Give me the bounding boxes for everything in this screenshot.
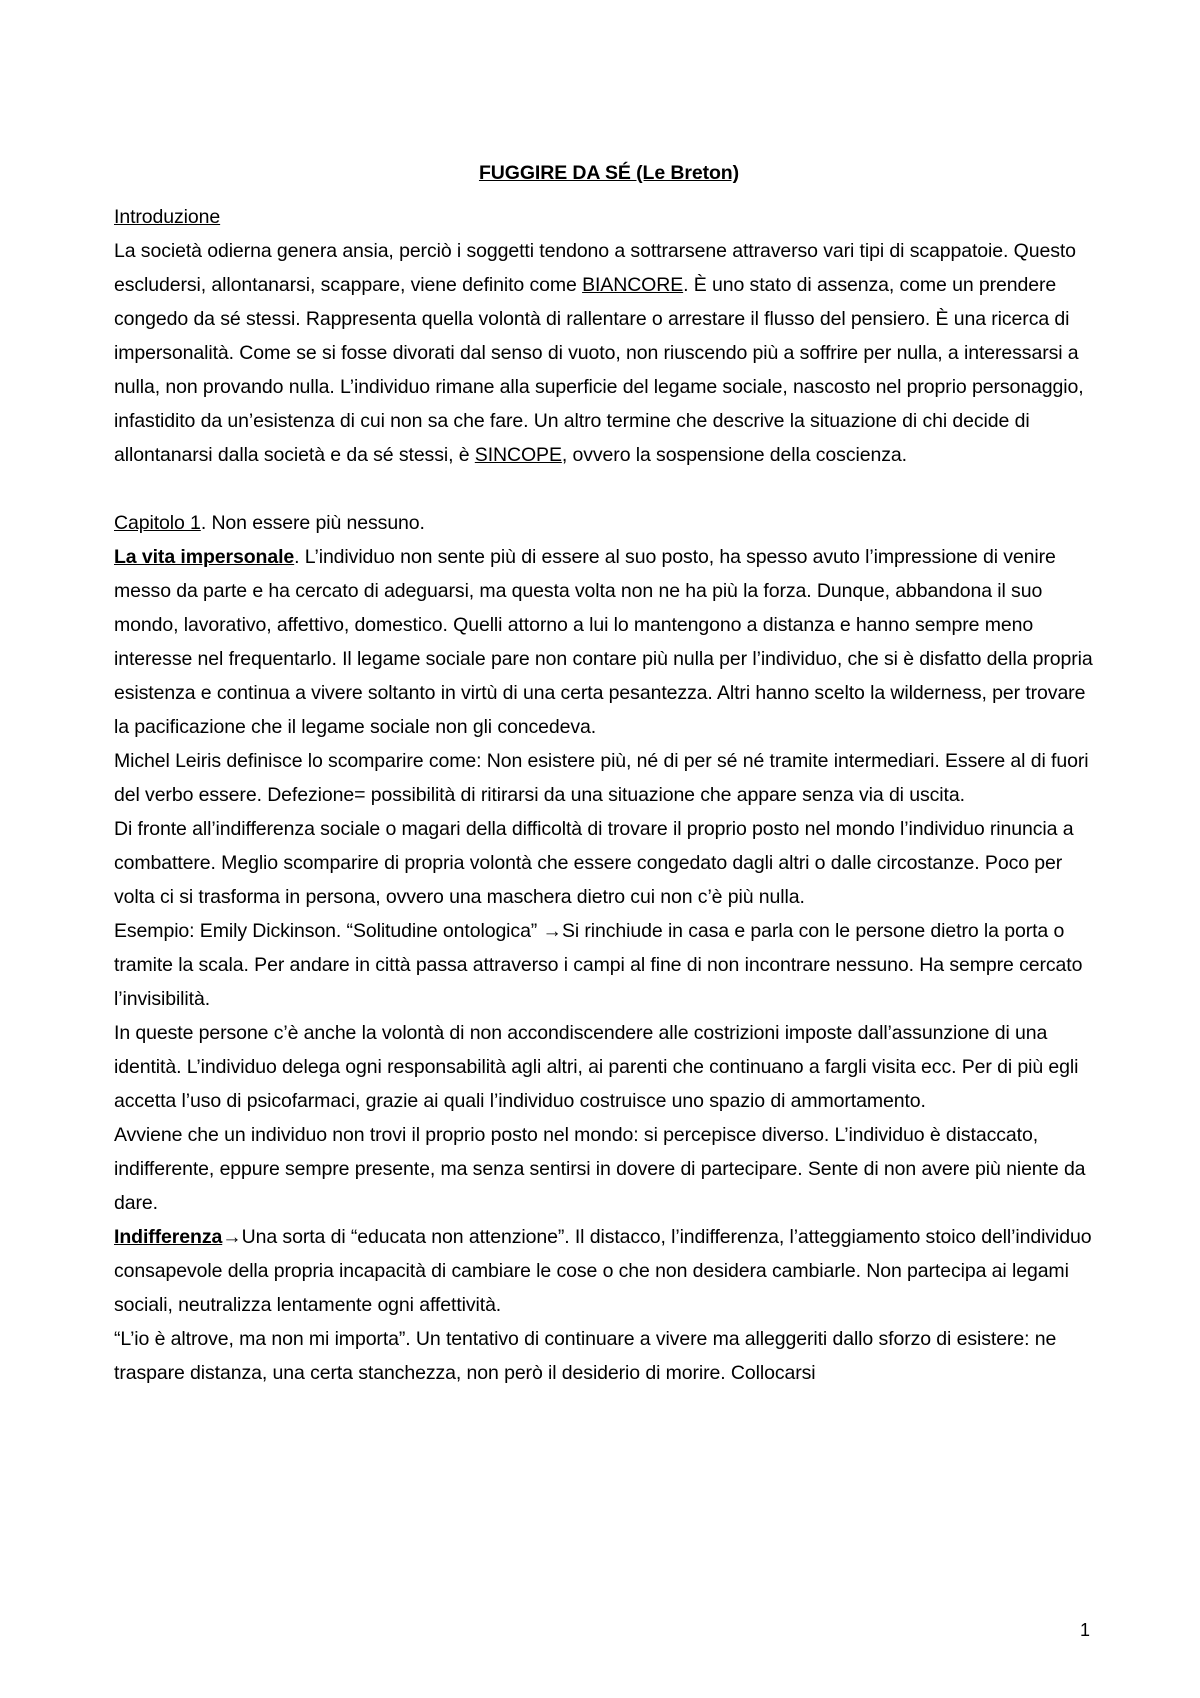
paragraph-costrizioni: In queste persone c’è anche la volontà di non accondiscendere alle costrizioni imposte dall’assunzione di una identità. L’individuo delega ogni responsabilità agli altri, ai parenti che continuano a fargli visita ecc. Per di più egli accetta l’uso di psicofarmaci, grazie ai quali l’individuo costruisce uno spazio di ammortamento. <box>114 1022 1079 1112</box>
intro-text-3: , ovvero la sospensione della coscienza. <box>561 444 907 466</box>
term-sincope: SINCOPE <box>474 444 562 466</box>
dickinson-text-1: Esempio: Emily Dickinson. “Solitudine ontologica” <box>114 920 543 942</box>
intro-heading-text: Introduzione <box>114 206 221 228</box>
dickinson-text-2: Si rinchiude in casa e parla con le persone dietro la porta o tramite la scala. Per andare in città passa attraverso i campi al fine di non incontrare nessuno. Ha sempre cercato l’invisibilità. <box>114 920 1083 1010</box>
term-biancore: BIANCORE <box>582 274 684 296</box>
section-paragraph <box>114 540 1104 744</box>
chapter-heading <box>114 506 1104 540</box>
paragraph-gap <box>114 472 1104 506</box>
section-label: La vita impersonale <box>114 546 295 568</box>
chapter-label: Capitolo 1 <box>114 512 201 534</box>
document-body <box>114 156 1104 1390</box>
arrow-right-icon: → <box>542 920 562 942</box>
indifferenza-label: Indifferenza <box>114 1226 223 1248</box>
arrow-right-icon: → <box>222 1226 242 1248</box>
paragraph-indifferenza-sociale: Di fronte all’indifferenza sociale o magari della difficoltà di trovare il proprio posto nel mondo l’individuo rinuncia a combattere. Meglio scomparire di propria volontà che essere congedato dagli altri o dalle circostanze. Poco per volta ci si trasforma in persona, ovvero una maschera dietro cui non c’è più nulla. <box>114 818 1074 908</box>
paragraph-posto: Avviene che un individuo non trovi il proprio posto nel mondo: si percepisce diverso. L’individuo è distaccato, indifferente, eppure sempre presente, ma senza sentirsi in dovere di partecipare. Sente di non avere più niente da dare. <box>114 1124 1086 1214</box>
paragraph-indifferenza <box>114 1220 1104 1322</box>
intro-text-1: La società odierna genera ansia, perciò i soggetti tendono a sottrarsene attraverso vari tipi di scappatoie. Questo escludersi, allontanarsi, scappare, viene definito come <box>114 240 1076 296</box>
section-text: . L’individuo non sente più di essere al suo posto, ha spesso avuto l’impressione di venire messo da parte e ha cercato di adeguarsi, ma questa volta non ne ha più la forza. Dunque, abbandona il suo mondo, lavorativo, affettivo, domestico. Quelli attorno a lui lo mantengono a distanza e hanno sempre meno interesse nel frequentarlo. Il legame sociale pare non contare più nulla per l’individuo, che si è disfatto della propria esistenza e continua a vivere soltanto in virtù di una certa pesantezza. Altri hanno scelto la wilderness, per trovare la pacificazione che il legame sociale non gli concedeva. <box>114 546 1093 738</box>
indifferenza-text: Una sorta di “educata non attenzione”. Il distacco, l’indifferenza, l’atteggiamento stoico dell’individuo consapevole della propria incapacità di cambiare le cose o che non desidera cambiarle. Non partecipa ai legami sociali, neutralizza lentamente ogni affettività. <box>114 1226 1092 1316</box>
paragraph-dickinson <box>114 914 1104 1016</box>
intro-text-2: . È uno stato di assenza, come un prendere congedo da sé stessi. Rappresenta quella volontà di rallentare o arrestare il flusso del pensiero. È una ricerca di impersonalità. Come se si fosse divorati dal senso di vuoto, non riuscendo più a soffrire per nulla, a interessarsi a nulla, non provando nulla. L’individuo rimane alla superficie del legame sociale, nascosto nel proprio personaggio, infastidito da un’esistenza di cui non sa che fare. Un altro termine che descrive la situazione di chi decide di allontanarsi dalla società e da sé stessi, è <box>114 274 1084 466</box>
document-title: FUGGIRE DA SÉ (Le Breton) <box>478 162 740 184</box>
intro-heading <box>114 200 1104 234</box>
paragraph-leiris: Michel Leiris definisce lo scomparire come: Non esistere più, né di per sé né tramite intermediari. Essere al di fuori del verbo essere. Defezione= possibilità di ritirarsi da una situazione che appare senza via di uscita. <box>114 750 1089 806</box>
paragraph-altrove: “L’io è altrove, ma non mi importa”. Un tentativo di continuare a vivere ma alleggeriti dallo sforzo di esistere: ne traspare distanza, una certa stanchezza, non però il desiderio di morire. Collocarsi <box>114 1328 1057 1384</box>
chapter-title: . Non essere più nessuno. <box>200 512 425 534</box>
intro-paragraph <box>114 234 1104 472</box>
page-number: 1 <box>1079 1620 1090 1640</box>
